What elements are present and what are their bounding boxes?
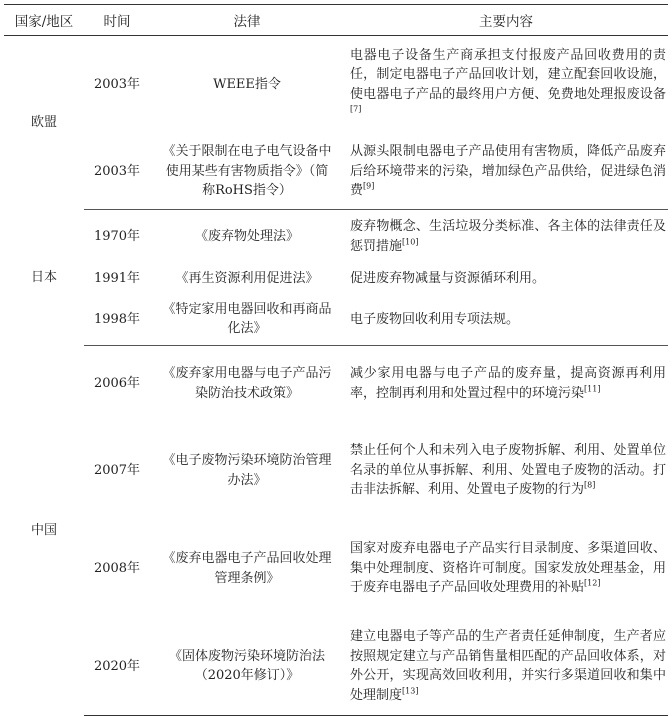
- citation-ref: [7]: [350, 104, 362, 114]
- row-content: 促进废弃物减量与资源循环利用。: [350, 270, 546, 286]
- citation-ref: [13]: [402, 686, 419, 696]
- header-content: 主要内容: [344, 5, 668, 36]
- citation-ref: [8]: [584, 480, 596, 490]
- table-row: [4, 618, 668, 716]
- row-law: 《废弃家用电器与电子产品污染防治技术政策》: [162, 366, 332, 401]
- header-row: [4, 5, 668, 36]
- row-year: 2003年: [84, 134, 150, 210]
- row-content: 禁止任何个人和未列入电子废物拆解、利用、处置单位名录的单位从事拆解、利用、处置电子废物的活动。打击非法拆解、利用、处置电子废物的行为[8]: [350, 443, 666, 498]
- row-content: 国家对废弃电器电子产品实行目录制度、多渠道回收、集中处理制度、资格许可制度。国家发放处理基金，用于废弃电器电子产品回收处理费用的补贴[12]: [350, 541, 666, 596]
- table-row: [4, 264, 668, 294]
- citation-ref: [10]: [402, 237, 419, 247]
- row-content: 建立电器电子等产品的生产者责任延伸制度，生产者应按照规定建立与产品销售量相匹配的产品回收体系，对外公开，实现高效回收利用，并实行多渠道回收和集中处理制度[13]: [344, 618, 668, 716]
- table-row: [4, 134, 668, 210]
- row-law: 《固体废物污染环境防治法（2020年修订）》: [150, 618, 344, 716]
- table-row: [4, 294, 668, 346]
- region-japan: 日本: [30, 269, 57, 285]
- region-china: 中国: [30, 522, 57, 538]
- row-law: 《关于限制在电子电气设备中使用某些有害物质指令》（简称RoHS指令）: [150, 134, 344, 210]
- row-year: 2007年: [93, 462, 141, 478]
- row-content: 废弃物概念、生活垃圾分类标准、各主体的法律责任及惩罚措施[10]: [350, 219, 666, 254]
- header-region: 国家/地区: [4, 5, 84, 36]
- header-year: 时间: [84, 5, 150, 36]
- region-eu: 欧盟: [30, 115, 57, 130]
- row-year: 1998年: [84, 294, 150, 346]
- row-law: 《废弃物处理法》: [194, 229, 299, 244]
- table-row: [4, 346, 668, 422]
- citation-ref: [11]: [584, 384, 601, 394]
- table-row: [4, 36, 668, 134]
- row-year: 2003年: [93, 77, 141, 92]
- table-row: [4, 210, 668, 264]
- row-content: 电器电子设备生产商承担支付报废产品回收费用的责任，制定电器电子产品回收计划，建立配套回收设施，使电器电子产品的最终用户方便、免费地处理报废设备[7]: [350, 47, 666, 114]
- row-law: 《再生资源利用促进法》: [175, 270, 319, 286]
- law-table-container: [4, 4, 668, 716]
- row-year: 1991年: [93, 270, 141, 286]
- citation-ref: [9]: [363, 181, 375, 191]
- row-content: 从源头限制电器电子产品使用有害物质，降低产品废弃后给环境带来的污染，增加绿色产品供给，促进绿色消费[9]: [344, 134, 668, 210]
- citation-ref: [12]: [584, 578, 601, 588]
- table-row: [4, 422, 668, 520]
- table-row: [4, 520, 668, 618]
- row-law: 《电子废物污染环境防治管理办法》: [162, 453, 332, 488]
- row-year: 2008年: [93, 560, 141, 576]
- row-content: 减少家用电器与电子产品的废弃量，提高资源再利用率，控制再利用和处置过程中的环境污染[11]: [350, 366, 666, 401]
- row-year: 2006年: [93, 376, 141, 391]
- row-year: 1970年: [93, 229, 141, 244]
- row-law: WEEE指令: [213, 77, 281, 92]
- law-table: [4, 4, 668, 716]
- row-law: 《特定家用电器回收和再商品化法》: [150, 294, 344, 346]
- header-law: 法律: [150, 5, 344, 36]
- row-law: 《废弃电器电子产品回收处理管理条例》: [162, 551, 332, 586]
- row-year: 2020年: [84, 618, 150, 716]
- row-content: 电子废物回收利用专项法规。: [344, 294, 668, 346]
